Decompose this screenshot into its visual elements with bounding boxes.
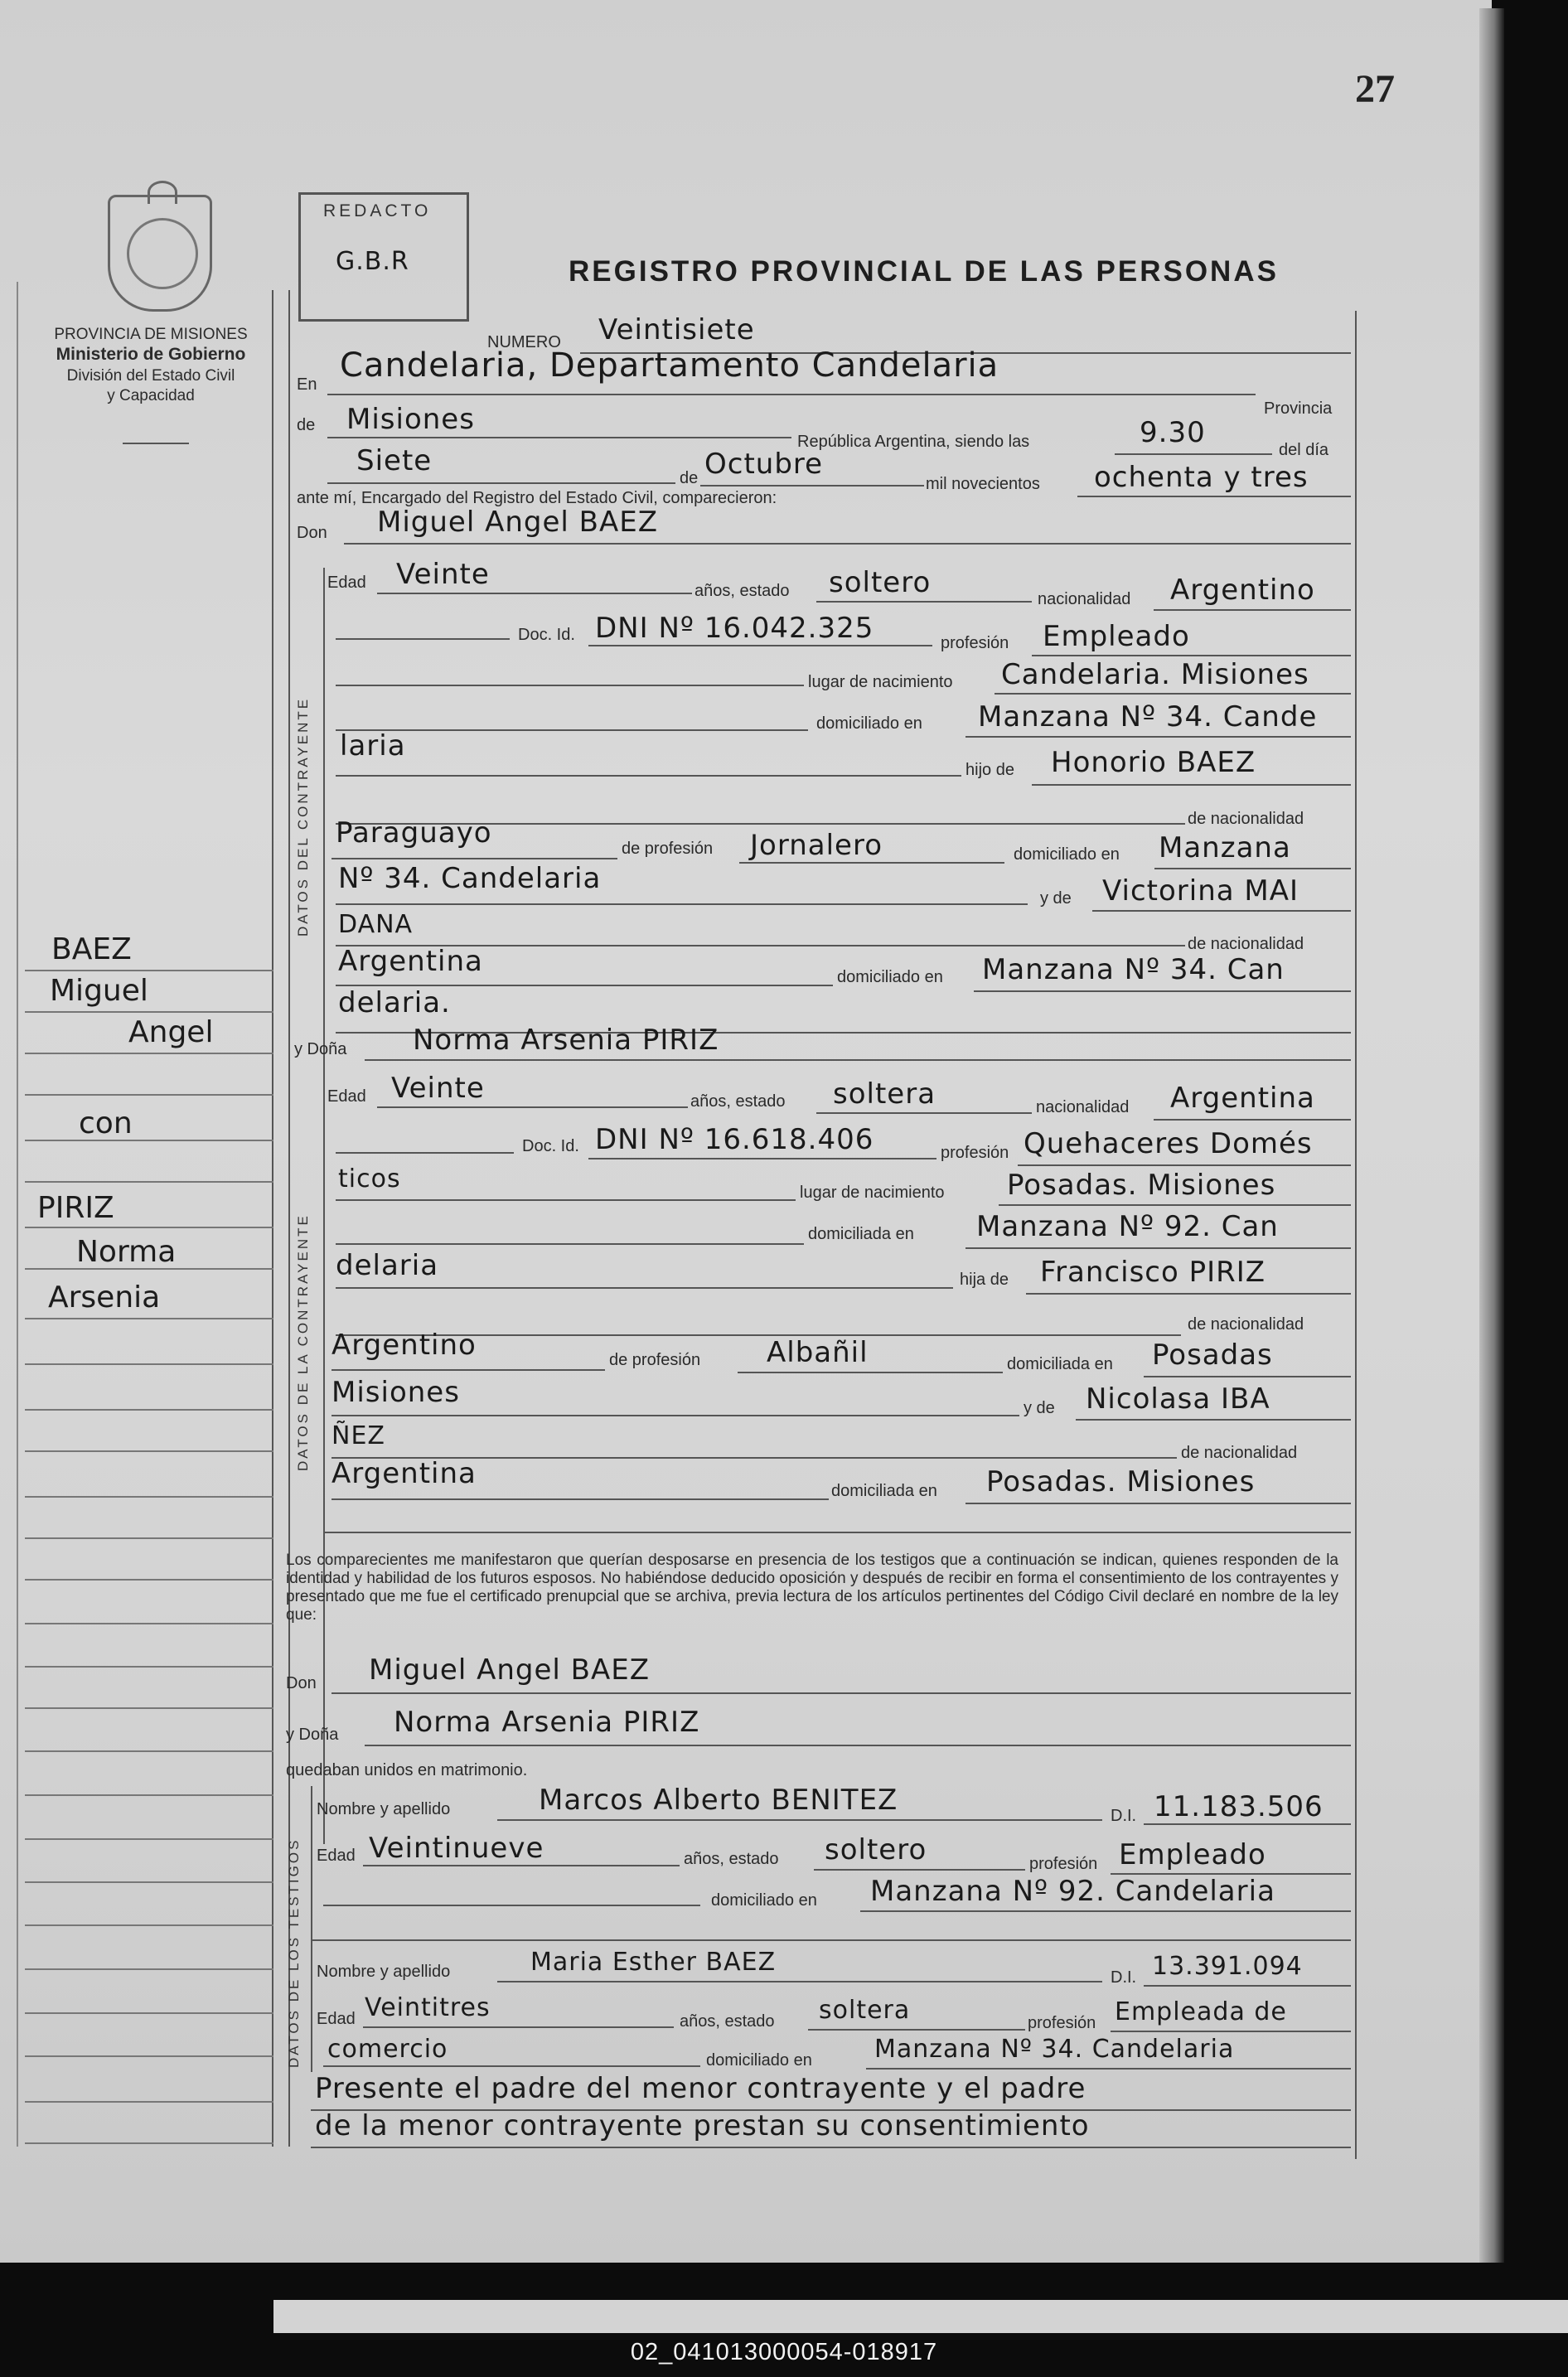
page-number: 27 — [1355, 67, 1395, 111]
domicilio-lead-rule — [336, 729, 808, 731]
doc-lead-rule — [336, 638, 510, 640]
en-label: En — [297, 375, 317, 394]
f-domicilio-value-1: Manzana Nº 92. Can — [976, 1210, 1279, 1243]
form-right-border — [1355, 311, 1357, 2159]
t1-di-value: 11.183.506 — [1154, 1790, 1324, 1823]
f-padre-dom-2-rule — [332, 1415, 1019, 1416]
redacto-label: REDACTO — [323, 201, 432, 220]
del-dia-label: del día — [1279, 441, 1329, 459]
padre-dom-2-rule — [336, 903, 1028, 905]
f-domicilio-label: domiciliada en — [808, 1225, 914, 1243]
union-dona-rule — [365, 1745, 1351, 1746]
t2-domicilio-label: domiciliado en — [706, 2051, 812, 2070]
provincia-rule — [327, 437, 791, 438]
union-don-value: Miguel Angel BAEZ — [369, 1653, 651, 1687]
f-lugar-nac-rule — [999, 1204, 1351, 1206]
margin-norma: Norma — [76, 1235, 177, 1269]
f-profesion-rule — [1018, 1164, 1351, 1166]
t2-estado-rule — [808, 2029, 1025, 2031]
doc-value: DNI Nº 16.042.325 — [595, 612, 874, 645]
padre-prof-rule — [739, 862, 1004, 864]
t1-estado-label: años, estado — [684, 1850, 779, 1868]
padre-nac-label: de nacionalidad — [1188, 810, 1304, 828]
t1-profesion-value: Empleado — [1119, 1838, 1266, 1871]
margin-miguel: Miguel — [50, 974, 148, 1008]
numero-value: Veintisiete — [598, 313, 755, 346]
datos-testigos-label: DATOS DE LOS TESTIGOS — [286, 1837, 302, 2068]
edad-rule — [377, 593, 692, 594]
f-nacionalidad-value: Argentina — [1170, 1082, 1315, 1115]
f-estado-value: soltera — [833, 1077, 936, 1111]
lugar-nac-value: Candelaria. Misiones — [1001, 658, 1309, 691]
contrayente-f-name: Norma Arsenia PIRIZ — [413, 1024, 719, 1057]
page-title: REGISTRO PROVINCIAL DE LAS PERSONAS — [569, 255, 1279, 288]
quedaban-text: quedaban unidos en matrimonio. — [286, 1761, 528, 1779]
madre-nac-value: Argentina — [338, 945, 483, 978]
f-madre-nac-value: Argentina — [332, 1457, 477, 1490]
profesion-rule — [1032, 655, 1351, 656]
margin-piriz: PIRIZ — [37, 1191, 114, 1225]
doc-label: Doc. Id. — [518, 626, 575, 644]
hija-label: hija de — [960, 1271, 1009, 1289]
t1-nombre-label: Nombre y apellido — [317, 1800, 451, 1818]
union-don-label: Don — [286, 1674, 317, 1692]
f-domicilio-rule — [965, 1247, 1351, 1249]
t1-nombre-value: Marcos Alberto BENITEZ — [539, 1784, 898, 1817]
coat-of-arms-seal-icon — [108, 195, 212, 312]
f-y-de-label: y de — [1024, 1399, 1055, 1417]
f-lugar-nac-label: lugar de nacimiento — [800, 1184, 945, 1202]
t1-domicilio-rule — [860, 1910, 1351, 1912]
f-nacionalidad-label: nacionalidad — [1036, 1098, 1130, 1116]
redacto-value: G.B.R — [336, 247, 409, 276]
t2-profesion-value-1: Empleada de — [1115, 1997, 1287, 2026]
union-dona-label: y Doña — [286, 1726, 339, 1744]
ministry-line-1: PROVINCIA DE MISIONES — [54, 326, 248, 343]
f-nacionalidad-rule — [1154, 1119, 1351, 1121]
f-profesion-value-2: ticos — [338, 1164, 401, 1193]
madre-value-1: Victorina MAI — [1102, 874, 1299, 908]
t1-edad-label: Edad — [317, 1847, 356, 1865]
t2-nombre-rule — [497, 1981, 1102, 1982]
f-domicilio-value-2: delaria — [336, 1249, 439, 1282]
ministry-line-4: y Capacidad — [107, 387, 195, 404]
hora-value: 9.30 — [1140, 416, 1206, 449]
padre-dom-value-1: Manzana — [1159, 831, 1291, 864]
t1-di-rule — [1144, 1823, 1351, 1825]
scan-id-footer: 02_041013000054-018917 — [630, 2339, 938, 2365]
lugar-nac-label: lugar de nacimiento — [808, 673, 953, 691]
hora-rule — [1115, 453, 1272, 455]
don-label: Don — [297, 524, 327, 542]
margin-left-border — [17, 282, 18, 2147]
madre-dom-label: domiciliado en — [837, 968, 943, 986]
margin-right-border — [272, 290, 273, 2147]
union-dona-value: Norma Arsenia PIRIZ — [394, 1706, 700, 1739]
margin-con: con — [79, 1106, 133, 1140]
contrayente-f-rule — [365, 1059, 1351, 1061]
f-madre-value-2: ÑEZ — [332, 1421, 385, 1450]
margin-arsenia: Arsenia — [48, 1280, 161, 1314]
lugar-nac-lead-rule — [336, 685, 804, 686]
de-label-2: de — [680, 469, 699, 487]
book-page-edge — [1479, 8, 1504, 2263]
t2-domicilio-value: Manzana Nº 34. Candelaria — [874, 2035, 1235, 2064]
doc-rule — [588, 645, 932, 646]
dona-label: y Doña — [294, 1040, 347, 1058]
domicilio-label: domiciliado en — [816, 714, 922, 733]
f-madre-nac-label: de nacionalidad — [1181, 1444, 1298, 1462]
t2-edad-label: Edad — [317, 2010, 356, 2028]
padre-dom-label: domiciliado en — [1014, 845, 1120, 864]
t2-edad-value: Veintitres — [365, 1993, 491, 2022]
ministry-rule — [123, 443, 189, 444]
t1-estado-value: soltero — [825, 1833, 927, 1866]
republica-label: República Argentina, siendo las — [797, 433, 1030, 451]
nota-line-2: de la menor contrayente prestan su consentimiento — [315, 2109, 1090, 2142]
datos-contrayente-f-label: DATOS DE LA CONTRAYENTE — [295, 1213, 311, 1471]
t1-dom-lead-rule — [323, 1905, 700, 1906]
t1-domicilio-label: domiciliado en — [711, 1891, 817, 1910]
f-edad-label: Edad — [327, 1087, 366, 1106]
provincia-value: Misiones — [346, 403, 475, 436]
margin-angel: Angel — [128, 1015, 214, 1049]
nacionalidad-label: nacionalidad — [1038, 590, 1131, 608]
t2-nombre-label: Nombre y apellido — [317, 1963, 451, 1981]
f-lugar-nac-value: Posadas. Misiones — [1007, 1169, 1276, 1202]
t2-edad-rule — [363, 2026, 674, 2028]
t2-profesion-value-2: comercio — [327, 2035, 448, 2064]
edad-value: Veinte — [396, 558, 490, 591]
testigos-inner-border — [311, 1786, 312, 2072]
t2-profesion-rule — [1111, 2031, 1351, 2032]
edad-label: Edad — [327, 574, 366, 592]
padre-nac-rule — [332, 858, 617, 859]
f-lugar-nac-lead-rule — [336, 1199, 796, 1201]
f-madre-value-1: Nicolasa IBA — [1086, 1382, 1270, 1416]
f-edad-rule — [377, 1106, 688, 1108]
madre-dom-rule — [974, 990, 1351, 992]
f-padre-dom-value-2: Misiones — [332, 1376, 460, 1409]
padre-prof-value: Jornalero — [750, 829, 883, 862]
t1-di-label: D.I. — [1111, 1807, 1137, 1825]
f-padre-rule — [1026, 1293, 1351, 1295]
domicilio-value-2: laria — [340, 729, 406, 762]
f-padre-dom-value-1: Posadas — [1152, 1339, 1273, 1372]
dia-value: Siete — [356, 444, 433, 477]
contrayentes-bottom-rule — [323, 1532, 1351, 1533]
f-padre-nac-label: de nacionalidad — [1188, 1315, 1304, 1334]
padre-dom-rule — [1154, 868, 1351, 869]
padre-dom-value-2: Nº 34. Candelaria — [338, 862, 602, 895]
madre-value-2: DANA — [338, 910, 414, 939]
t2-dom-lead-rule — [323, 2065, 700, 2067]
t2-domicilio-rule — [866, 2068, 1351, 2070]
f-padre-nac-value: Argentino — [332, 1329, 477, 1362]
nota-line-1: Presente el padre del menor contrayente y el padre — [315, 2072, 1086, 2105]
lugar-value: Candelaria, Departamento Candelaria — [340, 346, 999, 385]
scan-bottom-band — [273, 2300, 1568, 2333]
hijo-label: hijo de — [965, 761, 1014, 779]
f-estado-rule — [816, 1112, 1032, 1114]
madre-rule — [1092, 910, 1351, 912]
domicilio-value-1: Manzana Nº 34. Cande — [978, 700, 1318, 733]
t2-di-value: 13.391.094 — [1152, 1952, 1303, 1981]
estado-value: soltero — [829, 566, 932, 599]
madre-dom-value-1: Manzana Nº 34. Can — [982, 953, 1285, 986]
nacionalidad-rule — [1154, 609, 1351, 611]
t2-di-label: D.I. — [1111, 1968, 1137, 1987]
f-profesion-value-1: Quehaceres Domés — [1024, 1127, 1313, 1160]
t1-profesion-label: profesión — [1029, 1855, 1098, 1873]
f-padre-prof-label: de profesión — [609, 1351, 701, 1369]
declaration-paragraph: Los comparecientes me manifestaron que querían desposarse en presencia de los testigos que a continuación se indican, quienes responden de la identidad y habilidad de los futuros esposos. No habiéndose deducido oposición y después de recibir en forma el consentimiento de los contrayentes y presentado que me fue el certificado prenupcial que se archiva, previa lectura de los artículos pertinentes del Código Civil declaré en nombre de la ley que: — [286, 1552, 1338, 1624]
padre-nac-value: Paraguayo — [336, 816, 492, 850]
mes-value: Octubre — [704, 448, 824, 481]
ministry-line-3: División del Estado Civil — [66, 367, 235, 385]
estado-label: años, estado — [694, 582, 790, 600]
ante-mi-label: ante mí, Encargado del Registro del Estado Civil, comparecieron: — [297, 489, 777, 507]
t1-nombre-rule — [497, 1819, 1102, 1821]
domicilio-rule — [965, 736, 1351, 738]
contrayente-rule — [344, 543, 1351, 545]
contrayente-name: Miguel Angel BAEZ — [377, 506, 659, 539]
f-madre-dom-rule — [965, 1503, 1351, 1504]
t1-domicilio-value: Manzana Nº 92. Candelaria — [870, 1875, 1275, 1908]
provincia-label: Provincia — [1264, 399, 1333, 418]
padre-value: Honorio BAEZ — [1051, 746, 1256, 779]
f-estado-label: años, estado — [690, 1092, 786, 1111]
mil-novecientos-label: mil novecientos — [926, 475, 1040, 493]
f-padre-prof-value: Albañil — [767, 1336, 869, 1369]
y-de-label: y de — [1040, 889, 1072, 908]
nota-rule-2 — [311, 2147, 1351, 2148]
t1-edad-rule — [363, 1865, 680, 1866]
union-don-rule — [332, 1692, 1351, 1694]
padre-prof-label: de profesión — [622, 840, 714, 858]
de-label: de — [297, 416, 316, 434]
f-doc-value: DNI Nº 16.618.406 — [595, 1123, 874, 1156]
f-edad-value: Veinte — [391, 1072, 485, 1105]
ministry-line-2: Ministerio de Gobierno — [56, 345, 246, 364]
f-madre-nac-rule — [332, 1498, 829, 1500]
margin-baez: BAEZ — [51, 932, 132, 966]
f-doc-rule — [588, 1158, 936, 1159]
t2-nombre-value: Maria Esther BAEZ — [530, 1948, 777, 1977]
contrayentes-inner-border — [323, 568, 325, 1844]
f-domicilio-lead-rule — [336, 1243, 804, 1245]
t2-estado-value: soltera — [819, 1996, 911, 2025]
mes-rule — [700, 485, 924, 487]
t2-estado-label: años, estado — [680, 2012, 775, 2031]
dia-rule — [327, 482, 675, 484]
anio-value: ochenta y tres — [1094, 461, 1309, 494]
f-madre-dom-label: domiciliada en — [831, 1482, 937, 1500]
profesion-label: profesión — [941, 634, 1009, 652]
profesion-value: Empleado — [1043, 620, 1190, 653]
f-padre-prof-rule — [738, 1372, 1003, 1373]
f-doc-lead-rule — [336, 1152, 514, 1154]
madre-nac-label: de nacionalidad — [1188, 935, 1304, 953]
anio-rule — [1077, 496, 1351, 497]
numero-label: NUMERO — [487, 333, 561, 351]
f-profesion-label: profesión — [941, 1144, 1009, 1162]
t1-edad-value: Veintinueve — [369, 1832, 544, 1865]
f-domicilio-2-rule — [336, 1287, 953, 1289]
f-doc-label: Doc. Id. — [522, 1137, 579, 1155]
f-padre-dom-label: domiciliada en — [1007, 1355, 1113, 1373]
datos-contrayente-label: DATOS DEL CONTRAYENTE — [295, 696, 311, 937]
testigos-divider — [311, 1939, 1351, 1941]
f-padre-dom-rule — [1144, 1376, 1351, 1377]
estado-rule — [816, 601, 1032, 603]
t2-di-rule — [1144, 1985, 1351, 1987]
f-madre-dom-value: Posadas. Misiones — [986, 1465, 1256, 1498]
t1-estado-rule — [814, 1869, 1025, 1871]
f-madre-rule — [1076, 1419, 1351, 1421]
f-padre-nac-rule — [332, 1369, 605, 1371]
madre-dom-value-2: delaria. — [338, 986, 451, 1019]
lugar-rule — [327, 394, 1256, 395]
nacionalidad-value: Argentino — [1170, 574, 1315, 607]
padre-rule — [1032, 784, 1351, 786]
f-padre-value: Francisco PIRIZ — [1040, 1256, 1266, 1289]
t2-profesion-label: profesión — [1028, 2014, 1096, 2032]
domicilio-2-rule — [336, 775, 961, 777]
lugar-nac-rule — [995, 693, 1351, 695]
